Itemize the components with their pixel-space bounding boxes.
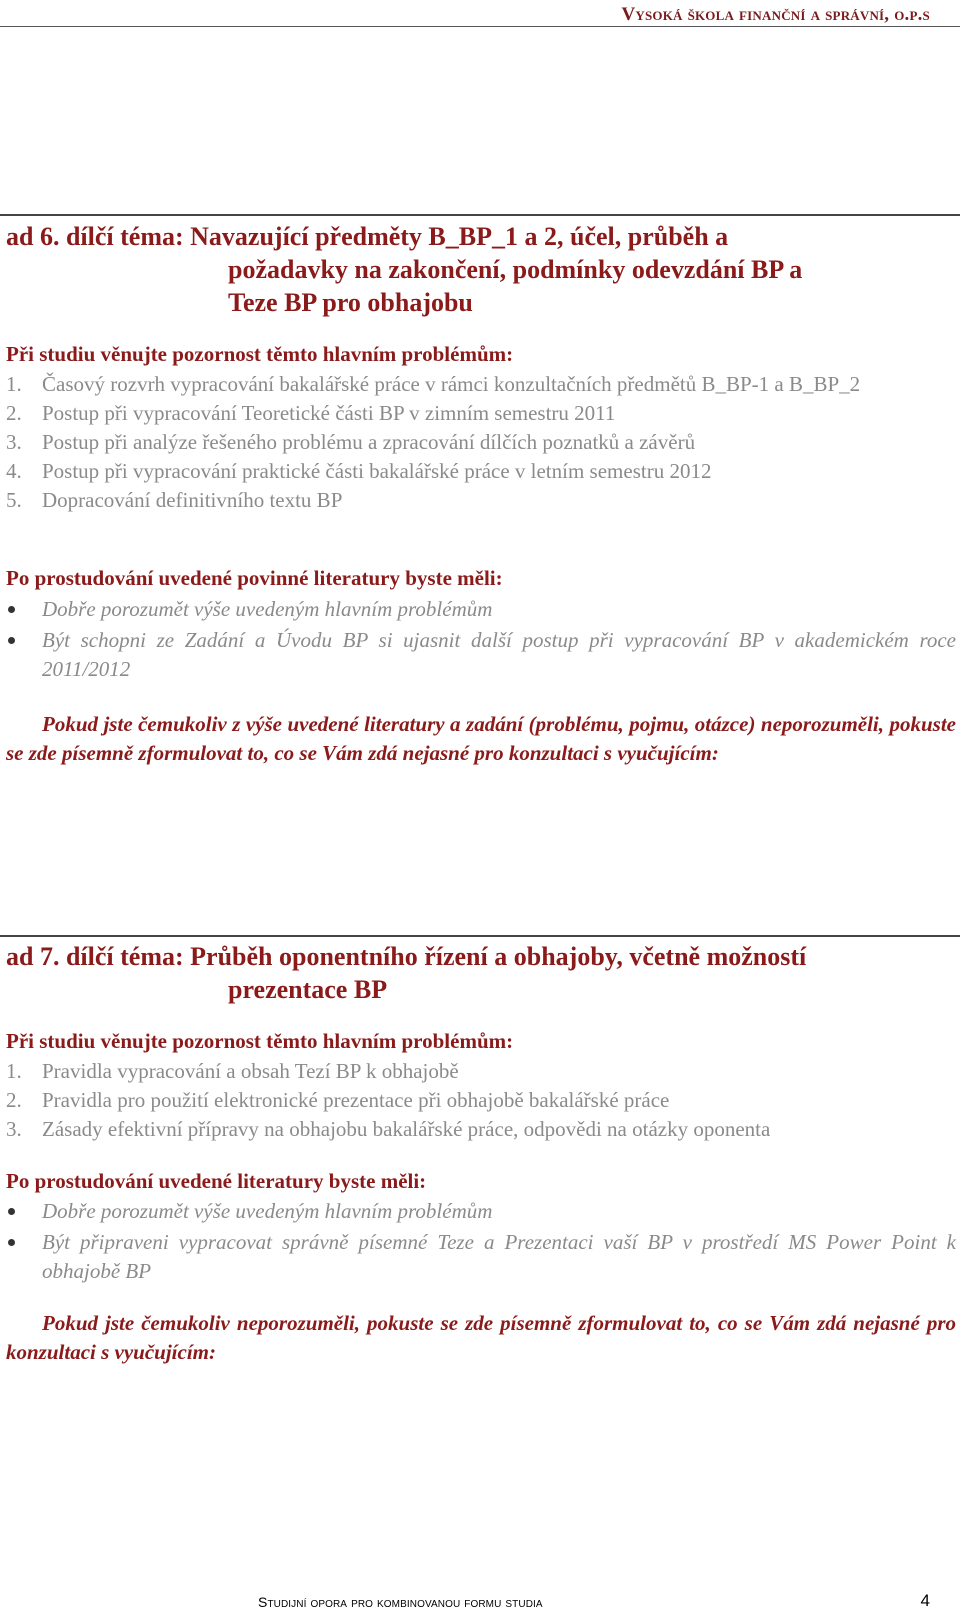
document-footer bbox=[258, 1594, 543, 1610]
list-item-text: Pravidla vypracování a obsah Tezí BP k obhajobě bbox=[42, 1059, 459, 1083]
section-6-problems-list bbox=[6, 370, 956, 515]
section-6-outcomes-title: Po prostudování uvedené povinné literatury byste měli: bbox=[6, 566, 503, 590]
list-item-number: 2. bbox=[6, 401, 22, 425]
list-item-text: Pravidla pro použití elektronické prezentace při obhajobě bakalářské práce bbox=[42, 1088, 670, 1112]
list-item bbox=[6, 1197, 956, 1226]
page-number: 4 bbox=[920, 1591, 930, 1610]
section-7-divider bbox=[0, 935, 960, 937]
footer-text: Studijní opora pro kombinovanou formu studia bbox=[258, 1594, 543, 1610]
section-7-heading-line1: ad 7. dílčí téma: Průběh oponentního řízení a obhajoby, včetně možností bbox=[6, 942, 807, 971]
section-6-heading bbox=[6, 220, 946, 319]
list-item-text: Postup při vypracování praktické části bakalářské práce v letním semestru 2012 bbox=[42, 459, 712, 483]
section-7-heading-line2: prezentace BP bbox=[228, 975, 388, 1004]
section-7-heading bbox=[6, 940, 946, 1006]
list-item bbox=[6, 1086, 956, 1115]
section-6-divider bbox=[0, 214, 960, 216]
section-6-consultation-note: Pokud jste čemukoliv z výše uvedené literatury a zadání (problému, pojmu, otázce) neporozuměli, pokuste se zde písemně zformulovat to, co se Vám zdá nejasné pro konzultaci s vyučujícím: bbox=[6, 712, 956, 765]
bullet-icon bbox=[8, 1208, 15, 1215]
section-7-problems-list bbox=[6, 1057, 956, 1144]
list-item bbox=[6, 486, 956, 515]
list-item-text: Zásady efektivní přípravy na obhajobu bakalářské práce, odpovědi na otázky oponenta bbox=[42, 1117, 771, 1141]
list-item-text: Být schopni ze Zadání a Úvodu BP si ujasnit další postup při vypracování BP v akademickém roce 2011/2012 bbox=[42, 628, 956, 681]
section-6-heading-line2: požadavky na zakončení, podmínky odevzdání BP a bbox=[228, 255, 803, 284]
section-7-consultation-note: Pokud jste čemukoliv neporozuměli, pokuste se zde písemně zformulovat to, co se Vám zdá nejasné pro konzultaci s vyučujícím: bbox=[6, 1311, 956, 1364]
list-item-text: Dopracování definitivního textu BP bbox=[42, 488, 343, 512]
list-item-number: 1. bbox=[6, 372, 22, 396]
section-6-problems-title: Při studiu věnujte pozornost těmto hlavním problémům: bbox=[6, 342, 514, 366]
list-item-text: Dobře porozumět výše uvedeným hlavním problémům bbox=[42, 597, 493, 621]
bullet-icon bbox=[8, 637, 15, 644]
list-item-number: 1. bbox=[6, 1059, 22, 1083]
list-item-number: 5. bbox=[6, 488, 22, 512]
section-7-problems-title: Při studiu věnujte pozornost těmto hlavním problémům: bbox=[6, 1029, 514, 1053]
section-6-heading-line3: Teze BP pro obhajobu bbox=[228, 288, 473, 317]
list-item-number: 2. bbox=[6, 1088, 22, 1112]
header-divider bbox=[0, 26, 960, 27]
list-item-text: Dobře porozumět výše uvedeným hlavním problémům bbox=[42, 1199, 493, 1223]
section-6-outcomes-list bbox=[6, 595, 956, 684]
bullet-icon bbox=[8, 606, 15, 613]
section-7-outcomes-title: Po prostudování uvedené literatury byste měli: bbox=[6, 1169, 427, 1193]
list-item bbox=[6, 595, 956, 624]
list-item bbox=[6, 457, 956, 486]
list-item-number: 3. bbox=[6, 430, 22, 454]
list-item bbox=[6, 1228, 956, 1286]
list-item bbox=[6, 1115, 956, 1144]
list-item-text: Postup při analýze řešeného problému a zpracování dílčích poznatků a závěrů bbox=[42, 430, 696, 454]
section-7-outcomes-list bbox=[6, 1197, 956, 1286]
bullet-icon bbox=[8, 1239, 15, 1246]
list-item bbox=[6, 428, 956, 457]
list-item-text: Postup při vypracování Teoretické části BP v zimním semestru 2011 bbox=[42, 401, 616, 425]
list-item bbox=[6, 370, 956, 399]
document-header: Vysoká škola finanční a správní, o.p.s bbox=[621, 4, 930, 25]
list-item-text: Časový rozvrh vypracování bakalářské práce v rámci konzultačních předmětů B_BP-1 a B_BP_2 bbox=[42, 372, 861, 396]
list-item-text: Být připraveni vypracovat správně písemné Teze a Prezentaci vaší BP v prostředí MS Power Point k obhajobě BP bbox=[42, 1230, 956, 1283]
list-item bbox=[6, 626, 956, 684]
list-item-number: 3. bbox=[6, 1117, 22, 1141]
list-item bbox=[6, 399, 956, 428]
list-item bbox=[6, 1057, 956, 1086]
list-item-number: 4. bbox=[6, 459, 22, 483]
section-6-heading-line1: ad 6. dílčí téma: Navazující předměty B_BP_1 a 2, účel, průběh a bbox=[6, 222, 729, 251]
